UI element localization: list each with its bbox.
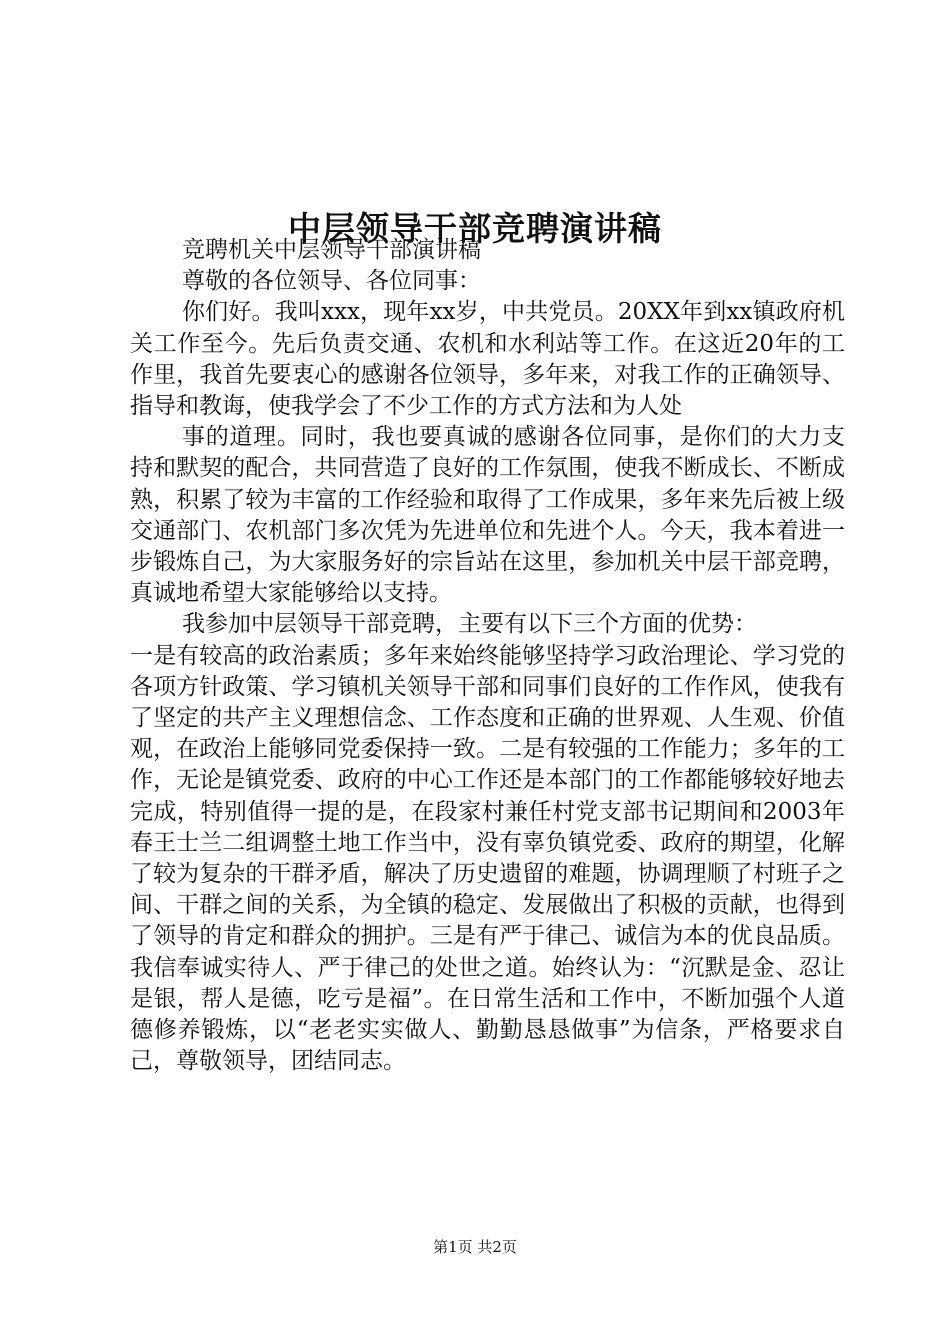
paragraph-advantages: 一是有较高的政治素质；多年来始终能够坚持学习政治理论、学习党的各项方针政策、学习镇机关领导干部和同事们良好的工作作风，使我有了坚定的共产主义理想信念、工作态度和正确的世界观、人生观、价值观，在政治上能够同党委保持一致。二是有较强的工作能力；多年的工作，无论是镇党委、政府的中心工作还是本部门的工作都能够较好地去完成，特别值得一提的是，在段家村兼任村党支部书记期间和2003年春王士兰二组调整土地工作当中，没有辜负镇党委、政府的期望，化解了较为复杂的干群矛盾，解决了历史遗留的难题，协调理顺了村班子之间、干群之间的关系，为全镇的稳定、发展做出了积极的贡献，也得到了领导的肯定和群众的拥护。三是有严于律己、诚信为本的优良品质。我信奉诚实待人、严于律己的处世之道。始终认为：“沉默是金、忍让是银，帮人是德，吃亏是福”。在日常生活和工作中，不断加强个人道德修养锻炼，以“老老实实做人、勤勤恳恳做事”为信条，严格要求自己，尊敬领导，团结同志。	[130, 642, 845, 1075]
paragraph-thanks: 事的道理。同时，我也要真诚的感谢各位同事，是你们的大力支持和默契的配合，共同营造了良好的工作氛围，使我不断成长、不断成熟，积累了较为丰富的工作经验和取得了工作成果，多年来先后被上级交通部门、农机部门多次凭为先进单位和先进个人。今天，我本着进一步锻炼自己，为大家服务好的宗旨站在这里，参加机关中层干部竞聘，真诚地希望大家能够给以支持。	[130, 424, 845, 607]
paragraph-subtitle: 竞聘机关中层领导干部演讲稿	[182, 237, 481, 263]
page-footer: 第1页 共2页	[433, 1238, 517, 1256]
document-title: 中层领导干部竞聘演讲稿	[288, 209, 662, 249]
paragraph-salutation: 尊敬的各位领导、各位同事：	[182, 268, 481, 295]
document-body	[130, 235, 845, 1077]
paragraph-advantages-intro: 我参加中层领导干部竞聘，主要有以下三个方面的优势：	[182, 611, 757, 638]
paragraph-introduction: 你们好。我叫xxx，现年xx岁，中共党员。20XX年到xx镇政府机关工作至今。先后负责交通、农机和水利站等工作。在这近20年的工作里，我首先要衷心的感谢各位领导，多年来，对我工作的正确领导、指导和教诲，使我学会了不少工作的方式方法和为人处	[130, 299, 845, 420]
